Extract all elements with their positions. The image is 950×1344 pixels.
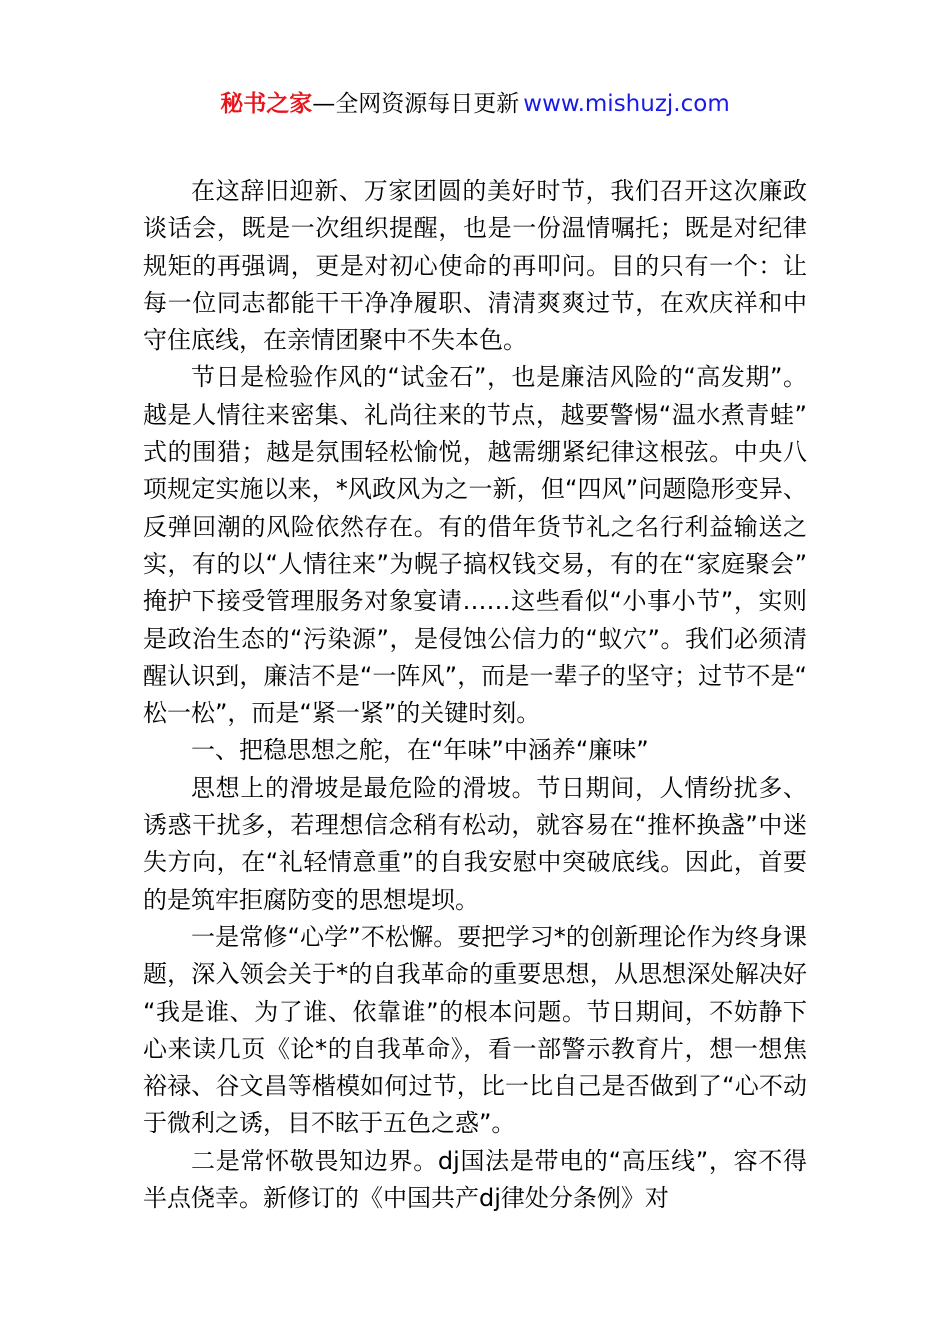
page-header [0, 88, 950, 120]
paragraph-festival-risk: 节日是检验作风的“试金石”，也是廉洁风险的“高发期”。越是人情往来密集、礼尚往来的节点，越要警惕“温水煮青蛙”式的围猎；越是氛围轻松愉悦，越需绷紧纪律这根弦。中央八项规定实施以来，*风政风为之一新，但“四风”问题隐形变异、反弹回潮的风险依然存在。有的借年货节礼之名行利益输送之实，有的以“人情往来”为幌子搞权钱交易，有的在“家庭聚会”掩护下接受管理服务对象宴请……这些看似“小事小节”，实则是政治生态的“污染源”，是侵蚀公信力的“蚁穴”。我们必须清醒认识到，廉洁不是“一阵风”，而是一辈子的坚守；过节不是“松一松”，而是“紧一紧”的关键时刻。 [143, 363, 807, 728]
paragraph-opening: 在这辞旧迎新、万家团圆的美好时节，我们召开这次廉政谈话会，既是一次组织提醒，也是一份温情嘱托；既是对纪律规矩的再强调，更是对初心使命的再叩问。目的只有一个：让每一位同志都能干干净净履职、清清爽爽过节，在欢庆祥和中守住底线，在亲情团聚中不失本色。 [143, 177, 807, 355]
document-body [143, 173, 807, 1217]
paragraph-point-2: 二是常怀敬畏知边界。dj国法是带电的“高压线”，容不得半点侥幸。新修订的《中国共产dj律处分条例》对 [143, 1146, 807, 1213]
section-heading-1: 一、把稳思想之舵，在“年味”中涵养“廉味” [191, 736, 649, 765]
paragraph-point-1: 一是常修“心学”不松懈。要把学习*的创新理论作为终身课题，深入领会关于*的自我革命的重要思想，从思想深处解决好“我是谁、为了谁、依靠谁”的根本问题。节日期间，不妨静下心来读几页《论*的自我革命》，看一部警示教育片，想一想焦裕禄、谷文昌等楷模如何过节，比一比自己是否做到了“心不动于微利之诱，目不眩于五色之惑”。 [143, 922, 807, 1138]
paragraph-thinking: 思想上的滑坡是最危险的滑坡。节日期间，人情纷扰多、诱惑干扰多，若理想信念稍有松动，就容易在“推杯换盏”中迷失方向，在“礼轻情意重”的自我安慰中突破底线。因此，首要的是筑牢拒腐防变的思想堤坝。 [143, 773, 807, 914]
header-slogan: —全网资源每日更新 [312, 91, 520, 117]
brand-name: 秘书之家 [220, 91, 313, 117]
site-url-link[interactable]: www.mishuzj.com [523, 91, 730, 117]
